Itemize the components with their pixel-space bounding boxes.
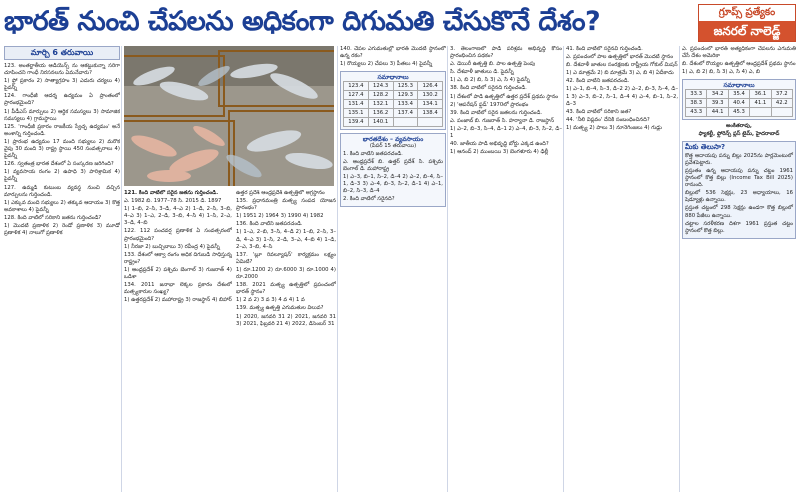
column-6	[566, 46, 678, 492]
answer-cell: 125.3	[393, 82, 418, 91]
answer-cell: 129.3	[393, 91, 418, 100]
section-ribbon	[698, 4, 796, 42]
info-item: కొత్త ఆదాయపు పన్ను బిల్లు 2025ను పార్లమెంటులో ప్రవేశపెట్టారు.	[685, 152, 793, 166]
answer-cell: 42.2	[771, 99, 792, 108]
question: 2. కింది వాటిలో సరైనది?	[343, 196, 395, 203]
answer-cell: 37.2	[771, 90, 792, 99]
question: 38. కింది వాటిలో సరైనది గుర్తించండి.	[450, 85, 527, 92]
options: 1) వ్యవసాయ రంగం 2) ఉపాధి 3) పారిశ్రామిక 4) పైవన్నీ	[4, 169, 120, 183]
options: 1) నీరజా 2) బుచ్చిబాబు 3) రవీంద్ర 4) పైవన్నీ	[124, 243, 220, 250]
ribbon-bottom: జనరల్ నాలెడ్జ్	[699, 21, 795, 41]
question: 140. చేపల ఎగుమతుల్లో భారత్ మొదటి స్థానంలో ఉన్న రకం?	[340, 46, 446, 60]
answer-cell: 136.2	[368, 109, 393, 118]
question: 43. కింది వాటిలో సరికాని జత?	[566, 108, 632, 115]
question: 137. 'బ్లూ రివల్యూషన్' కార్యక్రమం లక్ష్యం ఏమిటి?	[236, 251, 336, 265]
options: 1) ఎ–2, బి–3, సి–4, డి–1 2) ఎ–4, బి–3, సి–2, డి–1	[450, 125, 562, 140]
column-4	[340, 46, 446, 492]
answer-cell: 40.4	[728, 99, 749, 108]
answers-title: సమాధానాలు	[377, 74, 409, 82]
info-item: చట్టాల సరళీకరణ దిశగా 1961 ప్రస్తుత చట్టం స్థానంలో కొత్త బిల్లు.	[685, 220, 793, 234]
continuation-header: మార్చి 6 తరువాయి	[4, 46, 120, 60]
answer-cell: 127.4	[344, 91, 369, 100]
question: 40. జాతీయ పాడి అభివృద్ధి బోర్డు ఎక్కడ ఉంది?	[450, 141, 549, 148]
options: 1) పీడీఎస్ మార్పులు 2) ఆర్థిక సమస్యలు 3) సామాజిక సమస్యలు 4) గ్రామస్థాయి	[4, 108, 120, 122]
options: 1) ఫ్లో ప్రకారం 2) సాత్యాగ్రహం 3) ఎదురు చర్యలు 4) పైవన్నీ	[4, 78, 120, 92]
options: 1) ఎ, బి 2) బి, సి 3) ఎ, సి 4) పైవన్నీ	[450, 77, 530, 84]
answer-cell	[393, 118, 418, 127]
box-subtitle: (పేపర్ 15 తరువాయి)	[369, 143, 417, 150]
column-1	[4, 46, 120, 492]
answer-cell: 130.2	[418, 91, 443, 100]
answer-cell: 138.4	[418, 109, 443, 118]
author-credit	[682, 123, 796, 137]
info-item: బిల్లులో 536 సెక్షన్లు, 23 అధ్యాయాలు, 16 షెడ్యూళ్లు ఉన్నాయి.	[685, 190, 793, 204]
question: 127. ఉమ్మడి కుటుంబ వ్యవస్థ నుంచి వచ్చిన మార్పులను గుర్తించండి.	[4, 184, 120, 198]
answers-table-2	[685, 89, 793, 117]
answer-cell: 132.1	[368, 100, 393, 109]
answer-cell: 44.1	[707, 108, 728, 117]
question: 134. 2011 జనాభా లెక్కల ప్రకారం దేశంలో మత్స్యకారుల సంఖ్య?	[124, 282, 232, 296]
answer-cell: 133.4	[393, 100, 418, 109]
answer-cell	[771, 108, 792, 117]
answer-cell: 38.3	[686, 99, 707, 108]
question: 138. 2021 మత్స్య ఉత్పత్తిలో ప్రపంచంలో భారత్ స్థానం?	[236, 282, 336, 296]
column-divider	[337, 46, 338, 492]
answer-cell: 43.3	[686, 108, 707, 117]
answer-cell: 134.1	[418, 100, 443, 109]
options: 1) మత్స్య 2) పాలు 3) నూనెగింజలు 4) గుడ్లు	[566, 124, 662, 131]
question: 135. ప్రధానమంత్రి మత్స్య సంపద యోజన ప్రారంభం?	[236, 198, 336, 212]
options: 1) 2 వ 2) 3 వ 3) 4 వ 4) 1 వ	[236, 297, 305, 304]
headline: భారత్ నుంచి చేపలను అధికంగా దిగుమతి చేసుకొనే దేశం?	[4, 6, 601, 37]
options: 1) ఉత్తరప్రదేశ్ 2) మహారాష్ట్ర 3) రాజస్థాన్ 4) బిహార్	[124, 297, 232, 304]
agriculture-box	[340, 133, 446, 207]
answer-cell: 123.4	[344, 82, 369, 91]
question: ఎ. ప్రపంచంలో భారత్ అత్యధికంగా చేపలను ఎగుమతి చేసే దేశం అమెరికా	[682, 46, 796, 60]
column-divider	[679, 46, 680, 492]
answers-table	[343, 81, 443, 127]
options: 1) ఎ మాత్రమే 2) బి మాత్రమే 3) ఎ, బి 4) ఏదీకాదు	[566, 70, 674, 77]
options: 1) ఎక్కువ మంది సభ్యులు 2) తక్కువ ఆదాయం 3) కొత్త అవకాశాలు 4) పైవన్నీ	[4, 199, 120, 213]
question: 139. మత్స్య ఉత్పత్తి ఎగుమతుల విలువ?	[236, 305, 324, 312]
text: ఉత్తర ప్రదేశ్ ఆంధ్రప్రదేశ్ ఉత్పత్తిలో అగ్రస్థానం	[236, 190, 325, 196]
author-name: అంకితరావు,	[726, 123, 752, 130]
options: బి. దేశవాళీ జాతుల సంరక్షణకు రాష్ట్రీయ గోకుల్ మిషన్	[566, 62, 678, 69]
answers-box-2	[682, 79, 796, 120]
answer-cell: 35.4	[728, 90, 749, 99]
question: 44. 'నీలి విప్లవం' దేనికి సంబంధించినది?	[566, 116, 650, 123]
info-item: ప్రస్తుత చట్టంలో 298 సెక్షన్లు ఉండగా కొత్త బిల్లులో 880 పేజీలు ఉన్నాయి.	[685, 205, 793, 219]
question: 133. దేశంలో ఆక్వా రంగం అధిక దిగుబడి సాధిస్తున్న రాష్ట్రం?	[124, 251, 232, 265]
options: 1) ఆనంద్ 2) ముంబయి 3) బెంగళూరు 4) ఢిల్లీ	[450, 149, 549, 156]
question: 124. గాంధీజీ ఆదర్శ ఉద్యమం ఏ ప్రాంతంలో ప్రారంభమైంది?	[4, 93, 120, 107]
options: 1) మొదటి ప్రణాళిక 2) రెండో ప్రణాళిక 3) మూడో ప్రణాళిక 4) నాలుగో ప్రణాళిక	[4, 222, 120, 237]
answers-box	[340, 71, 446, 130]
options: 1) రూ.1200 2) రూ.6000 3) రూ.1000 4) రూ.2000	[236, 266, 336, 281]
options: 2) 'ఆపరేషన్ ఫ్లడ్' 1970లో ప్రారంభం	[450, 101, 529, 108]
options: ఎ. ప్రపంచంలో పాల ఉత్పత్తిలో భారత్ మొదటి స్థానం	[566, 54, 674, 61]
options: ఎ. ఆంధ్రప్రదేశ్ బి. ఉత్తర్ ప్రదేశ్ సి. పశ్చిమ బెంగాల్ డి. మహారాష్ట్ర	[343, 158, 443, 172]
question: 39. కింది వాటిలో సరైన జతలను గుర్తించండి.	[450, 109, 543, 116]
options: ఎ. 1982 బి. 1977–78 సి. 2015 డి. 1897	[124, 198, 222, 205]
options: ఎ. పంజాబ్ బి. గుజరాత్ సి. హర్యానా డి. రాజస్థాన్	[450, 117, 555, 124]
options: 1) 2020, జనవరి 31 2) 2021, జనవరి 31 3) 2021, ఫిబ్రవరి 21 4) 2022, డిసెంబర్ 31	[236, 313, 336, 327]
answer-cell: 131.4	[344, 100, 369, 109]
author-affiliation: ఫ్యాకల్టీ, ఫ్లోరెన్స్ ప్లస్ టైమ్, హైదరాబాద్	[698, 130, 780, 137]
question: 128. కింది వాటిలో సరికాని జతను గుర్తించండి?	[4, 214, 102, 221]
question: 123. అంతర్జాతీయ ఆడియెన్స్ ను ఆకట్టుకున్నా సరిగా చూపించని గాంధీ నిరసనలను ఏమనేవారు?	[4, 63, 120, 77]
options: సి. దేశవాళీ జాతులు డి. పైవన్నీ	[450, 69, 514, 76]
answer-cell: 41.1	[750, 99, 771, 108]
answer-cell: 45.3	[728, 108, 749, 117]
column-5	[450, 46, 562, 492]
answer-cell: 135.1	[344, 109, 369, 118]
answer-cell	[750, 108, 771, 117]
ribbon-top: గ్రూప్స్ ప్రత్యేకం	[699, 5, 795, 21]
options: 1) ఆంధ్రప్రదేశ్ 2) పశ్చిమ బెంగాల్ 3) గుజరాత్ 4) ఒడిశా	[124, 266, 232, 281]
answer-cell: 124.3	[368, 82, 393, 91]
answer-cell: 126.4	[418, 82, 443, 91]
question: 126. స్వతంత్ర భారత దేశంలో ఏ సంస్కరణ జరిగింది?	[4, 161, 114, 168]
answer-cell: 33.3	[686, 90, 707, 99]
info-title: మీకు తెలుసా?	[685, 142, 726, 151]
column-divider	[121, 46, 122, 492]
question: 41. కింది వాటిలో సరైనవి గుర్తించండి.	[566, 46, 643, 52]
answer-cell: 140.1	[368, 118, 393, 127]
options: 1) రొయ్యలు 2) చేపలు 3) పీతలు 4) పైవన్నీ	[340, 61, 433, 68]
options: 1) 1951 2) 1964 3) 1990 4) 1982	[236, 213, 324, 220]
question: 42. కింది వాటిని జతపరచండి.	[566, 78, 630, 85]
answer-cell: 128.2	[368, 91, 393, 100]
info-item: ప్రస్తుతం ఉన్న ఆదాయపు పన్ను చట్టం 1961 స్థానంలో కొత్త బిల్లు (Income Tax Bill 2025) రానుంది.	[685, 167, 793, 189]
answer-cell: 137.4	[393, 109, 418, 118]
question: బి. దేశంలో రొయ్యల ఉత్పత్తిలో ఆంధ్రప్రదేశ్ ప్రథమ స్థానం	[682, 61, 796, 68]
options: 1) ఎ–3, బి–1, సి–2, డి–4 2) ఎ–2, బి–4, సి–1, డి–3 3) ఎ–4, బి–3, సి–2, డి–1 4) ఎ–1, బి–2, సి–3, డి–4	[343, 173, 443, 195]
options: 1) ప్రారంభ ఉద్యమం 17 మంది సభ్యులు 2) మరొక వైపు 30 మంది 3) రాష్ట్ర స్థాయి 450 సంవత్సరాలు 4) పైవన్నీ	[4, 138, 120, 160]
fish-crates-image	[124, 46, 334, 186]
options: 1) దేశంలో పాడి ఉత్పత్తిలో ఉత్తర ప్రదేశ్ ప్రథమ స్థానం	[450, 93, 559, 100]
fish-market-photo	[124, 46, 334, 186]
answer-cell: 139.4	[344, 118, 369, 127]
options: ఎ. డెయిరీ ఉత్పత్తి బి. పాల ఉత్పత్తి పెంపు	[450, 61, 536, 68]
column-divider	[563, 46, 564, 492]
did-you-know-box	[682, 141, 796, 239]
answer-cell	[418, 118, 443, 127]
options: 1) ఎ–1, బి–4, సి–3, డి–2 2) ఎ–2, బి–3, సి–4, డి–1 3) ఎ–3, బి–2, సి–1, డి–4 4) ఎ–4, బి–1, సి–2, డి–3	[566, 86, 678, 107]
column-divider	[447, 46, 448, 492]
column-2	[124, 190, 232, 492]
question: 121. కింది వాటిలో సరైన జతను గుర్తించండి.	[124, 190, 219, 196]
answers-title: సమాధానాలు	[723, 82, 755, 90]
question: 125. 'గాంధీజీ ప్రకారం రాజకీయ స్వేచ్ఛ ఉద్యమం' అనే అంశాన్ని గుర్తించండి.	[4, 123, 120, 137]
column-7	[682, 46, 796, 492]
question: 3. తెలంగాణలో పాడి పరిశ్రమ అభివృద్ధి కోసం ప్రారంభించిన పథకం?	[450, 46, 562, 60]
options: 1) ఎ, బి 2) బి, సి 3) ఎ, సి 4) ఎ, బి	[682, 69, 760, 76]
question: 1. కింది వాటిని జతపరచండి.	[343, 150, 403, 157]
question: 136. కింది వాటిని జతపరచండి.	[236, 221, 303, 228]
options: 1) 1–ఎ, 2–బి, 3–సి, 4–డి 2) 1–బి, 2–సి, 3–డి, 4–ఎ 3) 1–సి, 2–డి, 3–ఎ, 4–బి 4) 1–డి, 2–ఎ, 3–బి, 4–సి	[236, 229, 336, 250]
box-title: భారతదేశం – వ్యవసాయం	[362, 136, 424, 144]
answer-cell: 36.1	[750, 90, 771, 99]
options: 1) 1–బి, 2–సి, 3–డి, 4–ఎ 2) 1–డి, 2–సి, 3–బి, 4–ఎ 3) 1–ఎ, 2–డి, 3–బి, 4–సి 4) 1–సి, 2–ఎ, 3–డి, 4–బి	[124, 206, 232, 227]
answer-cell: 34.2	[707, 90, 728, 99]
column-3	[236, 190, 336, 492]
answer-cell: 39.3	[707, 99, 728, 108]
question: 122. 112 పంచవర్ష ప్రణాళిక ఏ సంవత్సరంలో ప్రారంభమైంది?	[124, 228, 232, 242]
